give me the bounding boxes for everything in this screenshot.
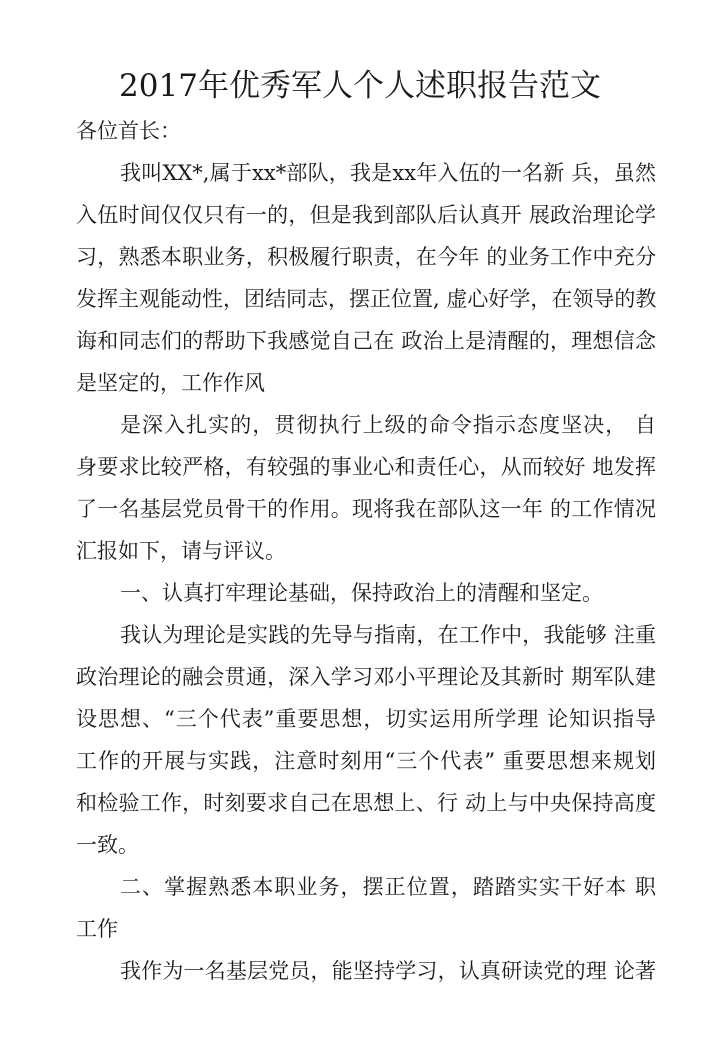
text-line: 我作为一名基层党员，能坚持学习，认真研读党的理 论著 xyxy=(120,959,656,983)
text-line: 了一名基层党员骨干的作用。现将我在部队这一年 的工作情况 xyxy=(76,497,656,521)
text-line: 我叫XX*,属于xx*部队，我是xx年入伍的一名新 兵，虽然 xyxy=(120,161,656,185)
text-line: 一致。 xyxy=(76,833,139,857)
text-line: 身要求比较严格，有较强的事业心和责任心，从而较好 地发挥 xyxy=(76,455,656,479)
text-line: 诲和同志们的帮助下我感觉自己在 政治上是清醒的，理想信念 xyxy=(76,329,656,353)
text-line: 工作的开展与实践，注意时刻用“三个代表” 重要思想来规划 xyxy=(76,749,656,773)
text-line: 一、认真打牢理论基础，保持政治上的清醒和坚定。 xyxy=(120,581,603,605)
text-line: 我认为理论是实践的先导与指南，在工作中，我能够 注重 xyxy=(120,623,656,647)
text-line: 入伍时间仅仅只有一的，但是我到部队后认真开 展政治理论学 xyxy=(76,203,656,227)
text-line: 习，熟悉本职业务，积极履行职责，在今年 的业务工作中充分 xyxy=(76,245,656,269)
text-line: 是深入扎实的，贯彻执行上级的命令指示态度坚决， 自 xyxy=(120,413,656,437)
text-line: 和检验工作，时刻要求自己在思想上、行 动上与中央保持高度 xyxy=(76,791,656,815)
document-body xyxy=(76,152,656,992)
text-line: 政治理论的融会贯通，深入学习邓小平理论及其新时 期军队建 xyxy=(76,665,656,689)
text-line: 发挥主观能动性，团结同志，摆正位置, 虚心好学，在领导的教 xyxy=(76,287,656,311)
text-line: 是坚定的，工作作风 xyxy=(76,371,265,395)
text-line: 设思想、“三个代表”重要思想，切实运用所学理 论知识指导 xyxy=(76,707,656,731)
text-line: 汇报如下，请与评议。 xyxy=(76,539,286,563)
text-line: 工作 xyxy=(76,917,118,941)
salutation: 各位首长： xyxy=(76,119,181,143)
text-line: 二、掌握熟悉本职业务，摆正位置，踏踏实实干好本 职 xyxy=(120,875,656,899)
document-title: 2017年优秀军人个人述职报告范文 xyxy=(119,68,601,104)
